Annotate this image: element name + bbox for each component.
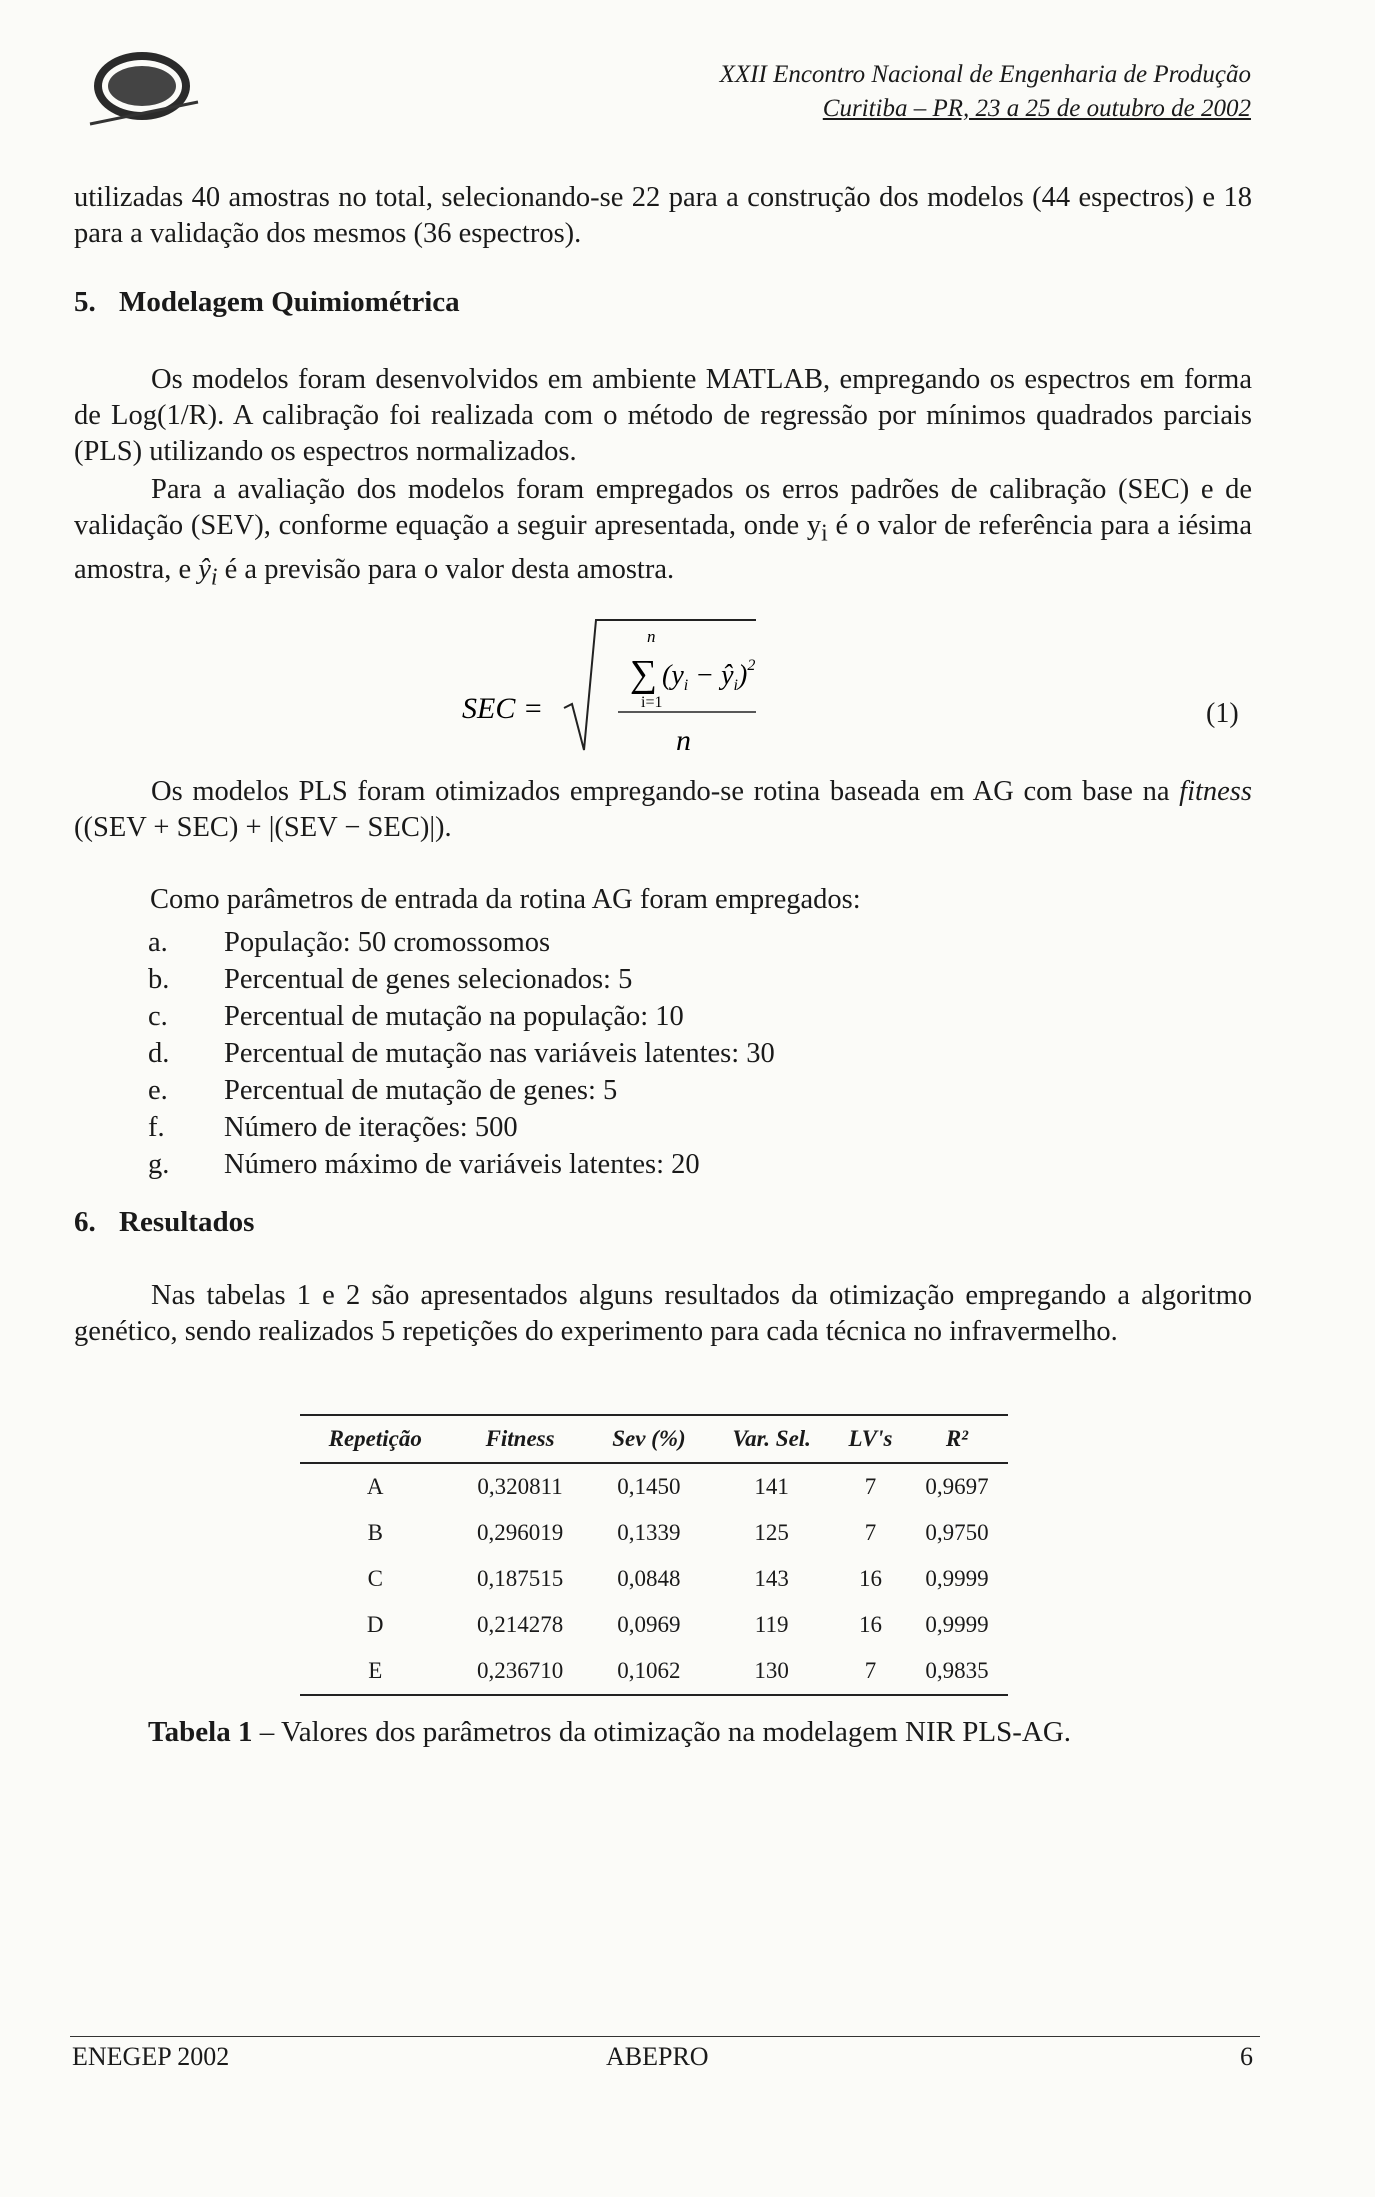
- list-item: e. Percentual de mutação de genes: 5: [148, 1075, 618, 1106]
- table-row: [300, 1556, 1008, 1602]
- table-cell: 0,296019: [476, 1520, 564, 1545]
- list-item: g. Número máximo de variáveis latentes: 20: [148, 1149, 700, 1180]
- table-cell: 0,9697: [925, 1474, 989, 1499]
- fitness-term: fitness: [1179, 776, 1252, 807]
- column-header: Repetição: [300, 1415, 450, 1463]
- section-6-heading: [74, 1206, 254, 1239]
- header-conference: XXII Encontro Nacional de Engenharia de Produção: [719, 61, 1251, 88]
- table-cell: 16: [858, 1612, 882, 1637]
- equation-numerator: ($y_i$ − $ŷ_i)^2$: [662, 657, 756, 694]
- list-item: f. Número de iterações: 500: [148, 1112, 518, 1143]
- paragraph-text: é o valor de referência para a iésima amostra, e: [74, 510, 1252, 585]
- sum-lower-limit: i=1: [641, 694, 663, 711]
- table-cell: C: [367, 1566, 383, 1591]
- intro-paragraph: utilizadas 40 amostras no total, selecionando-se 22 para a construção dos modelos (44 espectros) e 18 para a validação dos mesmos (36 espectros).: [74, 182, 1252, 249]
- paragraph-text: Os modelos foram desenvolvidos em ambiente MATLAB, empregando os espectros em forma de Log(1/R). A calibração foi realizada com o método de regressão por mínimos quadrados parciais (PLS) utilizando os espectros normalizados.: [74, 364, 1252, 467]
- table-cell: 7: [864, 1474, 877, 1499]
- table-cell: 143: [754, 1566, 789, 1591]
- table-cell: 119: [754, 1612, 789, 1637]
- table-cell: 16: [858, 1566, 882, 1591]
- column-header: Sev (%): [590, 1415, 709, 1463]
- column-header: Var. Sel.: [708, 1415, 835, 1463]
- section-5-paragraph-2: [74, 472, 1252, 595]
- table-cell: 0,9835: [906, 1648, 1008, 1695]
- table-cell: 130: [708, 1648, 835, 1695]
- table-cell: 0,214278: [476, 1612, 564, 1637]
- equation-number: (1): [1206, 698, 1239, 729]
- footer-divider: [70, 2036, 1260, 2037]
- section-5-heading: [74, 286, 460, 319]
- section-5-paragraph-1: [74, 362, 1252, 470]
- table-row: [300, 1648, 1008, 1695]
- table-cell: 0,9999: [925, 1566, 989, 1591]
- equation-lhs: SEC =: [462, 692, 544, 725]
- paragraph-text: é a previsão para o valor desta amostra.: [217, 553, 675, 585]
- paragraph-text: ((SEV + SEC) + |(SEV − SEC)|).: [74, 812, 452, 843]
- column-header: LV's: [835, 1415, 906, 1463]
- column-header: Fitness: [450, 1415, 589, 1463]
- section-title: Modelagem Quimiométrica: [119, 286, 460, 318]
- yhat-symbol: $ŷ_i$: [198, 553, 218, 591]
- equation-denominator: n: [676, 724, 691, 757]
- sum-upper-limit: n: [647, 627, 656, 646]
- table-cell: 0,9999: [925, 1612, 989, 1637]
- table-header-row: [300, 1415, 1008, 1463]
- table-row: [300, 1602, 1008, 1648]
- table-cell: 141: [754, 1474, 789, 1499]
- table-cell: 0,1339: [617, 1520, 681, 1545]
- params-list: [148, 924, 775, 1183]
- paragraph-text: Os modelos PLS foram otimizados empregando-se rotina baseada em AG com base na: [151, 776, 1180, 807]
- paragraph-text: Para a avaliação dos modelos foram empregados os erros padrões de calibração (SEC) e de validação (SEV), conforme equação a seguir apresentada, onde y: [74, 474, 1252, 541]
- fitness-paragraph: [74, 774, 1252, 846]
- section-title: Resultados: [119, 1206, 255, 1238]
- list-item: c. Percentual de mutação na população: 10: [148, 1001, 684, 1032]
- footer-left: ENEGEP 2002: [72, 2042, 230, 2071]
- page-number: 6: [1240, 2042, 1253, 2071]
- table-cell: 7: [835, 1648, 906, 1695]
- table-cell: 0,1450: [617, 1474, 681, 1499]
- sec-equation: [440, 612, 770, 762]
- section-number: 5.: [74, 286, 96, 318]
- enegep-logo: [80, 42, 205, 134]
- table-row: [300, 1510, 1008, 1556]
- header-location-date: Curitiba – PR, 23 a 25 de outubro de 2002: [822, 95, 1251, 122]
- table-row: [300, 1463, 1008, 1510]
- footer-center: ABEPRO: [606, 2042, 709, 2071]
- table-cell: 0,0848: [617, 1566, 681, 1591]
- table-cell: A: [366, 1474, 384, 1499]
- list-item: a. População: 50 cromossomos: [148, 927, 551, 958]
- column-header: R²: [906, 1415, 1008, 1463]
- table-cell: 0,9750: [925, 1520, 989, 1545]
- paragraph-text: Nas tabelas 1 e 2 são apresentados alguns resultados da otimização empregando a algoritmo genético, sendo realizados 5 repetições do experimento para cada técnica no infravermelho.: [74, 1280, 1252, 1347]
- table-cell: 0,0969: [617, 1612, 681, 1637]
- table-cell: 7: [864, 1520, 877, 1545]
- table-caption: [148, 1716, 1071, 1749]
- caption-label: Tabela 1: [148, 1716, 253, 1748]
- caption-text: – Valores dos parâmetros da otimização na modelagem NIR PLS-AG.: [252, 1716, 1072, 1748]
- list-item: b. Percentual de genes selecionados: 5: [148, 964, 633, 995]
- table-cell: 0,320811: [477, 1474, 563, 1499]
- list-item: d. Percentual de mutação nas variáveis latentes: 30: [148, 1038, 775, 1069]
- section-6-paragraph: [74, 1278, 1252, 1350]
- table-cell: 0,236710: [450, 1648, 589, 1695]
- subscript: i: [821, 520, 828, 547]
- table-cell: B: [367, 1520, 383, 1545]
- table-cell: 0,187515: [476, 1566, 564, 1591]
- section-number: 6.: [74, 1206, 96, 1238]
- results-table: [300, 1414, 1008, 1696]
- table-cell: E: [300, 1648, 450, 1695]
- table-cell: 125: [754, 1520, 789, 1545]
- table-cell: 0,1062: [590, 1648, 709, 1695]
- table-cell: D: [366, 1612, 384, 1637]
- sum-symbol: ∑: [630, 653, 658, 695]
- params-intro: Como parâmetros de entrada da rotina AG foram empregados:: [150, 884, 861, 915]
